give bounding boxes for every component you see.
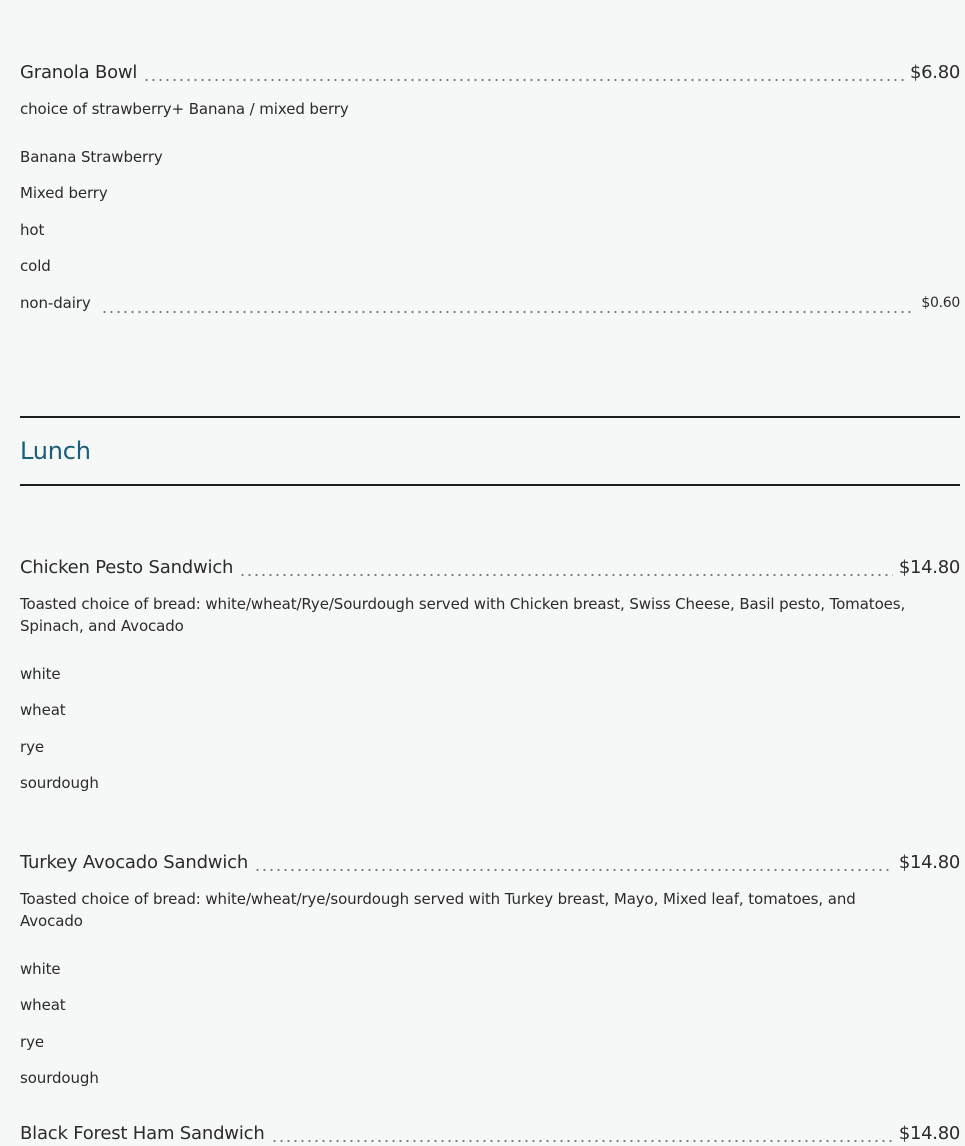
option-rye[interactable]	[20, 721, 960, 758]
item-price: $14.80	[898, 557, 960, 578]
item-row	[20, 557, 960, 579]
option-label: sourdough	[20, 1069, 99, 1087]
item-name: Granola Bowl	[20, 62, 138, 83]
option-label: rye	[20, 737, 44, 756]
item-options	[20, 131, 960, 314]
option-price: $0.60	[921, 294, 960, 311]
item-description: Toasted choice of bread: white/wheat/rye/sourdough served with Turkey breast, Mayo, Mixed leaf, tomatoes, and Avocado	[20, 890, 856, 930]
item-description: choice of strawberry+ Banana / mixed berry	[20, 100, 349, 118]
dot-leader	[101, 292, 912, 314]
option-wheat[interactable]	[20, 685, 960, 722]
menu-item-chicken-pesto-sandwich[interactable]	[20, 557, 960, 794]
option-mixed-berry[interactable]	[20, 168, 960, 205]
option-label: white	[20, 664, 61, 683]
option-non-dairy[interactable]	[20, 277, 960, 314]
option-rye[interactable]	[20, 1016, 960, 1053]
item-price: $14.80	[898, 1123, 960, 1144]
section-title: Lunch	[20, 437, 91, 465]
option-hot[interactable]	[20, 204, 960, 241]
option-label: rye	[20, 1032, 44, 1051]
item-row	[20, 62, 960, 84]
option-label: non-dairy	[20, 293, 91, 312]
section-header-lunch	[20, 416, 960, 486]
option-sourdough[interactable]	[20, 1053, 960, 1090]
option-sourdough[interactable]	[20, 758, 960, 795]
item-price: $14.80	[898, 852, 960, 873]
option-wheat[interactable]	[20, 980, 960, 1017]
menu-item-turkey-avocado-sandwich[interactable]	[20, 852, 960, 1089]
option-label: cold	[20, 257, 51, 275]
item-price: $6.80	[909, 62, 960, 83]
option-label: Mixed berry	[20, 184, 108, 202]
item-name: Chicken Pesto Sandwich	[20, 557, 234, 578]
item-options	[20, 943, 960, 1089]
item-name: Turkey Avocado Sandwich	[20, 852, 249, 873]
dot-leader	[239, 557, 893, 579]
option-label: wheat	[20, 701, 66, 719]
item-options	[20, 648, 960, 794]
menu-item-black-forest-ham-sandwich[interactable]	[20, 1123, 960, 1145]
dot-leader	[271, 1123, 893, 1145]
item-row	[20, 852, 960, 874]
dot-leader	[143, 62, 904, 84]
option-label: white	[20, 959, 61, 978]
option-cold[interactable]	[20, 241, 960, 278]
option-label: sourdough	[20, 774, 99, 792]
option-white[interactable]	[20, 943, 960, 980]
dot-leader	[254, 852, 893, 874]
option-label: wheat	[20, 996, 66, 1014]
cut-off-text	[20, 0, 960, 66]
option-label: Banana Strawberry	[20, 147, 163, 166]
menu-item-granola-bowl[interactable]	[20, 62, 960, 314]
option-banana-strawberry[interactable]	[20, 131, 960, 168]
item-description: Toasted choice of bread: white/wheat/Rye/Sourdough served with Chicken breast, Swiss Cheese, Basil pesto, Tomatoes, Spinach, and Avocado	[20, 595, 906, 635]
item-name: Black Forest Ham Sandwich	[20, 1123, 265, 1144]
item-row	[20, 1123, 960, 1145]
option-label: hot	[20, 220, 45, 239]
option-white[interactable]	[20, 648, 960, 685]
